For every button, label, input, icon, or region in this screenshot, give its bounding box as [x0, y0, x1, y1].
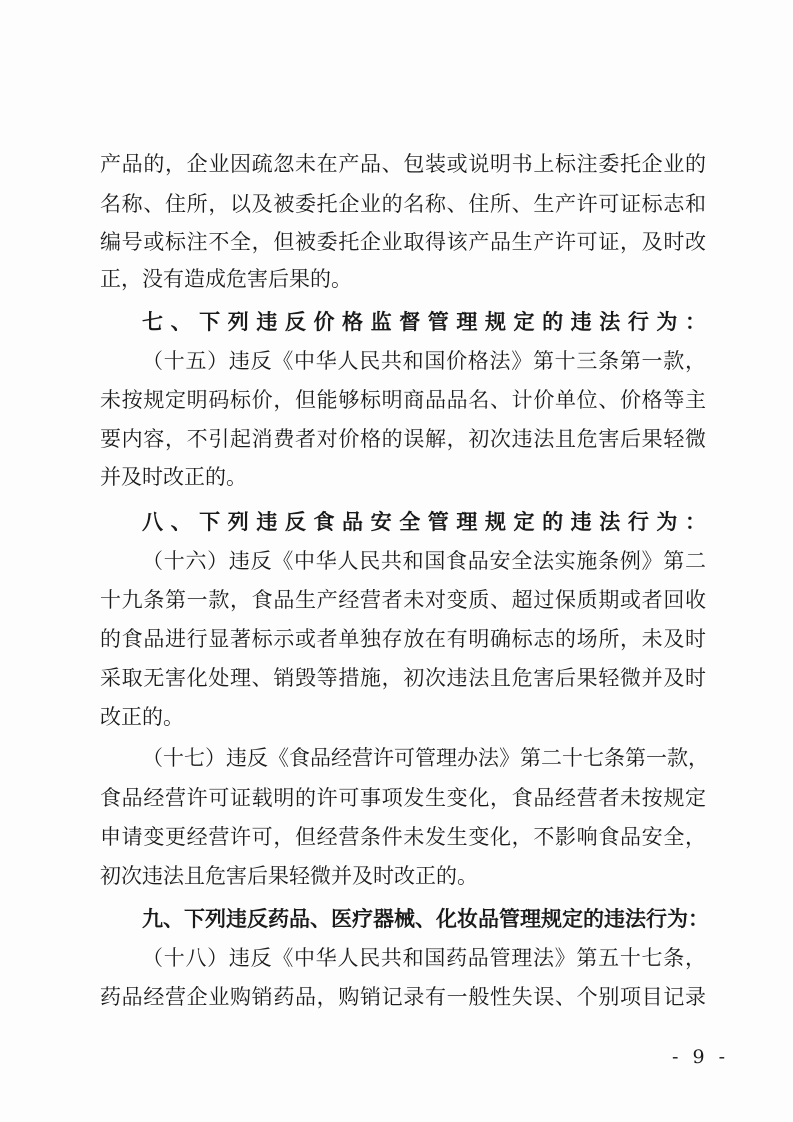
- text-line: 编号或标注不全，但被委托企业取得该产品生产许可证，及时改: [100, 230, 706, 254]
- text-line: 正，没有造成危害后果的。: [100, 267, 352, 291]
- text-line: 初次违法且危害后果轻微并及时改正的。: [100, 864, 478, 888]
- text-line: 改正的。: [100, 705, 184, 729]
- page-number: - 9 -: [672, 1046, 730, 1068]
- text-line: （十五）违反《中华人民共和国价格法》第十三条第一款，: [142, 349, 706, 373]
- text-line: （十六）违反《中华人民共和国食品安全法实施条例》第二: [142, 549, 706, 573]
- text-line: 要内容，不引起消费者对价格的误解，初次违法且危害后果轻微: [100, 427, 706, 451]
- section-heading: 九、下列违反药品、医疗器械、化妆品管理规定的违法行为：: [142, 907, 709, 931]
- text-line: 采取无害化处理、销毁等措施，初次违法且危害后果轻微并及时: [100, 666, 706, 690]
- text-line: 名称、住所，以及被委托企业的名称、住所、生产许可证标志和: [100, 192, 706, 216]
- text-line: 的食品进行显著标示或者单独存放在有明确标志的场所，未及时: [100, 627, 706, 651]
- text-line: 未按规定明码标价，但能够标明商品品名、计价单位、价格等主: [100, 388, 706, 412]
- text-line: （十八）违反《中华人民共和国药品管理法》第五十七条，: [142, 946, 706, 970]
- text-line: 药品经营企业购销药品，购销记录有一般性失误、个别项目记录: [100, 985, 706, 1009]
- text-line: （十七）违反《食品经营许可管理办法》第二十七条第一款，: [142, 746, 709, 770]
- text-line: 并及时改正的。: [100, 465, 247, 489]
- section-heading: 八、下列违反食品安全管理规定的违法行为：: [142, 510, 706, 534]
- text-line: 申请变更经营许可，但经营条件未发生变化，不影响食品安全，: [100, 825, 706, 849]
- text-line: 食品经营许可证载明的许可事项发生变化，食品经营者未按规定: [100, 786, 706, 810]
- text-line: 十九条第一款，食品生产经营者未对变质、超过保质期或者回收: [100, 588, 706, 612]
- section-heading: 七、下列违反价格监督管理规定的违法行为：: [142, 310, 706, 334]
- text-line: 产品的，企业因疏忽未在产品、包装或说明书上标注委托企业的: [100, 152, 706, 176]
